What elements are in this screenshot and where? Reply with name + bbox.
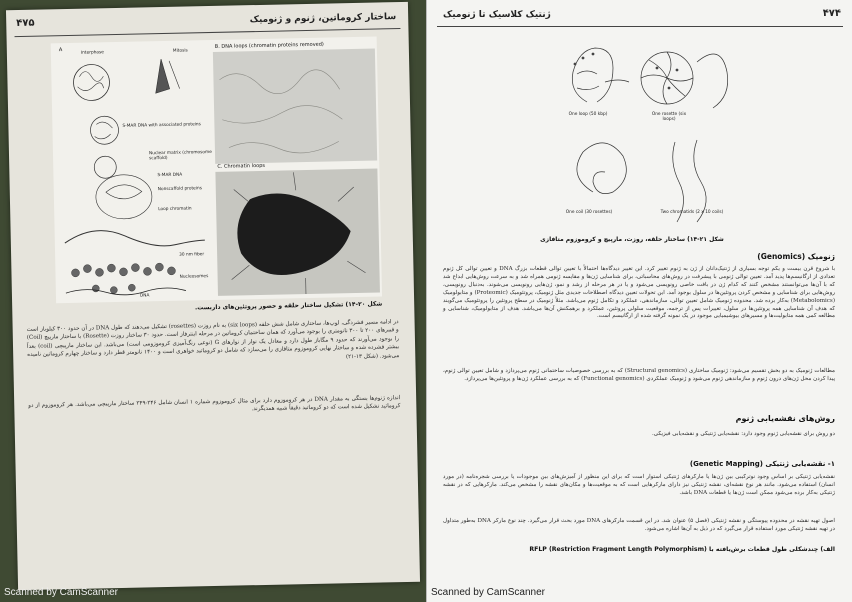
genomics-paragraph-2: مطالعات ژنومیک به دو بخش تقسیم می‌شود: ژنومیک ساختاری (Structural genomics) که به بررسی خصوصیات ساختمانی ژنوم می‌پردازد و شامل تعیین توالی ژنوم، پیدا کردن محل ژن‌های درون ژنوم و سازماندهی ژنوم می‌شود و ژنومیک عملکردی (Functional genomics) که به بررسی عملکرد ژن‌ها و پروتئین‌ها می‌پردازد. (443, 368, 836, 382)
label-nucleosomes: Nucleosomes (179, 274, 209, 280)
panel-c-label: C. Chromatin loops (217, 162, 266, 170)
panel-b-label: B. DNA loops (chromatin proteins removed) (214, 41, 324, 50)
label-one-loop: One loop (50 kbp) (568, 112, 608, 117)
label-nuclear-matrix: Nuclear matrix (chromosome scaffold) (148, 149, 212, 162)
section-title-genomics: ژنومیک (Genomics) (757, 252, 835, 261)
label-mitosis: Mitosis (172, 48, 188, 54)
page-number: ۴۷۴ (822, 8, 841, 19)
label-two-chromatids: Two chromatids (2 x 10 coils) (660, 210, 724, 215)
figure-caption: شکل ۲۰-۱۴) تشکیل ساختار حلقه و حضور پروتئین‌های داربست. (194, 300, 383, 312)
label-dna: DNA (139, 293, 150, 299)
panel-a-label: A (58, 47, 63, 54)
right-page (426, 0, 852, 602)
footer-scanner-left: Scanned by CamScanner (4, 587, 118, 598)
header-rule (437, 26, 843, 27)
genetic-mapping-paragraph-2: اصول تهیه نقشه در محدوده پیوستگی و نقشه ژنتیکی (فصل ۵) عنوان شد. در این قسمت مارکرهای DNA مورد بحث قرار می‌گیرد. چند نوع مارکر DNA به‌طور متداول در تهیه نقشه ژنتیکی مورد استفاده قرار می‌گیرد که در ذیل به آن‌ها اشاره می‌شود. (443, 518, 835, 532)
label-one-coil: One coil (30 rosettes) (565, 210, 613, 215)
mapping-paragraph: دو روش برای نقشه‌یابی ژنوم وجود دارد: نقشه‌یابی ژنتیکی و نقشه‌یابی فیزیکی. (651, 431, 835, 437)
body-paragraph-1: در ادامه مسیر فشردگی، لوپ‌ها، ساختاری شامل شش حلقه (six loops) به نام روزت (rosettes) تشکیل می‌دهند که طول DNA در آن حدود ۳۰۰ کیلو‌باز است و فیبرهای ۲۰۰ تا ۳۰۰ نانومتری را بوجود می‌آورد که همان ساختمان کروماتین در مرحله اینترفاز است. حدود ۳۰ ساختار روزت (Rosette) با ساختار مارپیچ (Coil) را بوجود می‌آورند که حدود ۹ مگاباز طول دارد و معادل یک نوار از نوارهای G (نوعی رنگ‌آمیزی کروموزومی است) می‌باشد. این ساختار مارپیچی (coil) بعداً بیشتر فشرده شده و ساختار نهایی کروموزوم متافازی را می‌سازد که شامل دو کروماتید خواهری است و ۱۴۰۰ نانومتر قطر دارد و ساختار چهارم کروماتین نامیده می‌شود. (شکل ۱۳-۲۱) (26, 319, 400, 360)
figure-chromosome-packing (547, 32, 737, 228)
section-title-mapping: روش‌های نقشه‌یابی ژنوم (735, 414, 835, 423)
genomics-paragraph-1: با شروع قرن بیست و یکم توجه بسیاری از ژنتیک‌دانان از ژن به ژنوم تغییر کرد. این تغییر دیدگاه‌ها احتمالاً با تعیین توالی قطعات بزرگ DNA و تعیین توالی کل ژنوم تعدادی از ارگانیسم‌ها پدید آمد. تعیین توالی ژنومی با پیشرفت در روش‌های محاسباتی، برای شناسایی ژن‌ها و مقایسه ژنومی همراه شد و به سرعت روش‌هایی ابداع شد که با آن‌ها می‌توانستند مشخص کنند که کدام ژن در بافت خاصی رونویسی می‌شود و یا در هر مرحله از رشد و نمو، ژن‌هایی رونویسی می‌شوند. به‌دنبال رونویسی، روش‌هایی برای شناسایی و مشخص کردن پروتئین‌ها در سلول بوجود آمد. این تحولات تعیین دیدگاه اصطلاحات جدیدی مثل ژنومیک، پروتئومیک (Proteomic) و متابولومیک (Metabolomics) به‌کار برده شد. محدوده ژنومیک شامل تعیین توالی، سازماندهی، عملکرد و تکامل ژنوم می‌باشد. مثلاً ژنومیک در سطح پروتئین را پروتئومیک می‌گویند که هدف آن شناسایی همه پروتئین‌ها در سلول، تغییرات پس از ترجمه، موقعیت سلولی پروتئین، عملکرد و برهمکنش آن‌ها می‌باشد. هدف از متابولومیک، شناسایی و مطالعه کمی همه متابولیت‌ها و مسیرهای بیوشیمیایی موجود در یک نمونه گرفته شده از ارگانیسم است. (443, 266, 836, 320)
body-paragraph-2: اندازه ژنوم‌ها بستگی به مقدار DNA در هر کروموزوم دارد برای مثال کروموزوم شماره ۱ انسان شامل ۲۴۶-۲۴۹ ساختار مارپیچی می‌باشد. هر کروموزوم از دو کروماتید تشکیل شده است که دو کروماتید دقیقاً شبیه همدیگرند. (28, 395, 401, 413)
section-title-genetic-mapping: ۱- نقشه‌یابی ژنتیکی (Genetic Mapping) (689, 460, 835, 468)
label-30nm-fiber: 30 nm fiber (179, 252, 205, 258)
figure-caption: شکل ۲۱-۱۴) ساختار حلقه، روزت، مارپیچ و کروموزوم متافازی (540, 236, 724, 243)
left-page (6, 2, 420, 590)
genetic-mapping-paragraph-1: نقشه‌یابی ژنتیکی بر اساس وجود نوترکیبی بین ژن‌ها یا مارکرهای ژنتیکی استوار است که برای این منظور از آمیزش‌های بین موجودات یا بررسی شجره‌نامه (در مورد انسان) استفاده می‌شود. مانند هر نوع نقشه‌ای، نقشه ژنتیکی نیز دارای مارکرهایی است که به موقعیت‌ها و مکان‌های نقشه را مشخص می‌کند. مارکرهایی که در نقشه ژنتیکی به‌کار برده می‌شود ممکن است ژن‌ها یا قطعات DNA باشد. (443, 474, 835, 496)
figure-illustration (547, 32, 737, 228)
header-rule (15, 28, 401, 37)
label-nonscaffold: Nonscaffold proteins (157, 186, 203, 193)
footer-scanner-right: Scanned by CamScanner (431, 587, 545, 598)
label-one-rosette: One rosette (six loops) (651, 112, 687, 122)
page-number: ۴۷۵ (16, 17, 35, 30)
label-loop-chromatin: Loop chromatin (158, 206, 192, 213)
figure-illustration (51, 37, 382, 304)
section-title-rflp: الف) چندشکلی طول قطعات برش‌یافته با RFLP (Restriction Fragment Length Polymorphism) (529, 546, 835, 553)
running-header: ساختار کروماتین، ژنوم و ژنومیک (249, 12, 397, 26)
label-interphase: Interphase (80, 50, 104, 56)
label-smar-dna: S-MAR DNA (157, 172, 183, 179)
running-header: ژنتیک کلاسیک تا ژنومیک (443, 10, 551, 20)
figure-chromatin-loops (51, 37, 382, 304)
label-smar-dna-proteins: S-MAR DNA with associated proteins (122, 122, 201, 129)
